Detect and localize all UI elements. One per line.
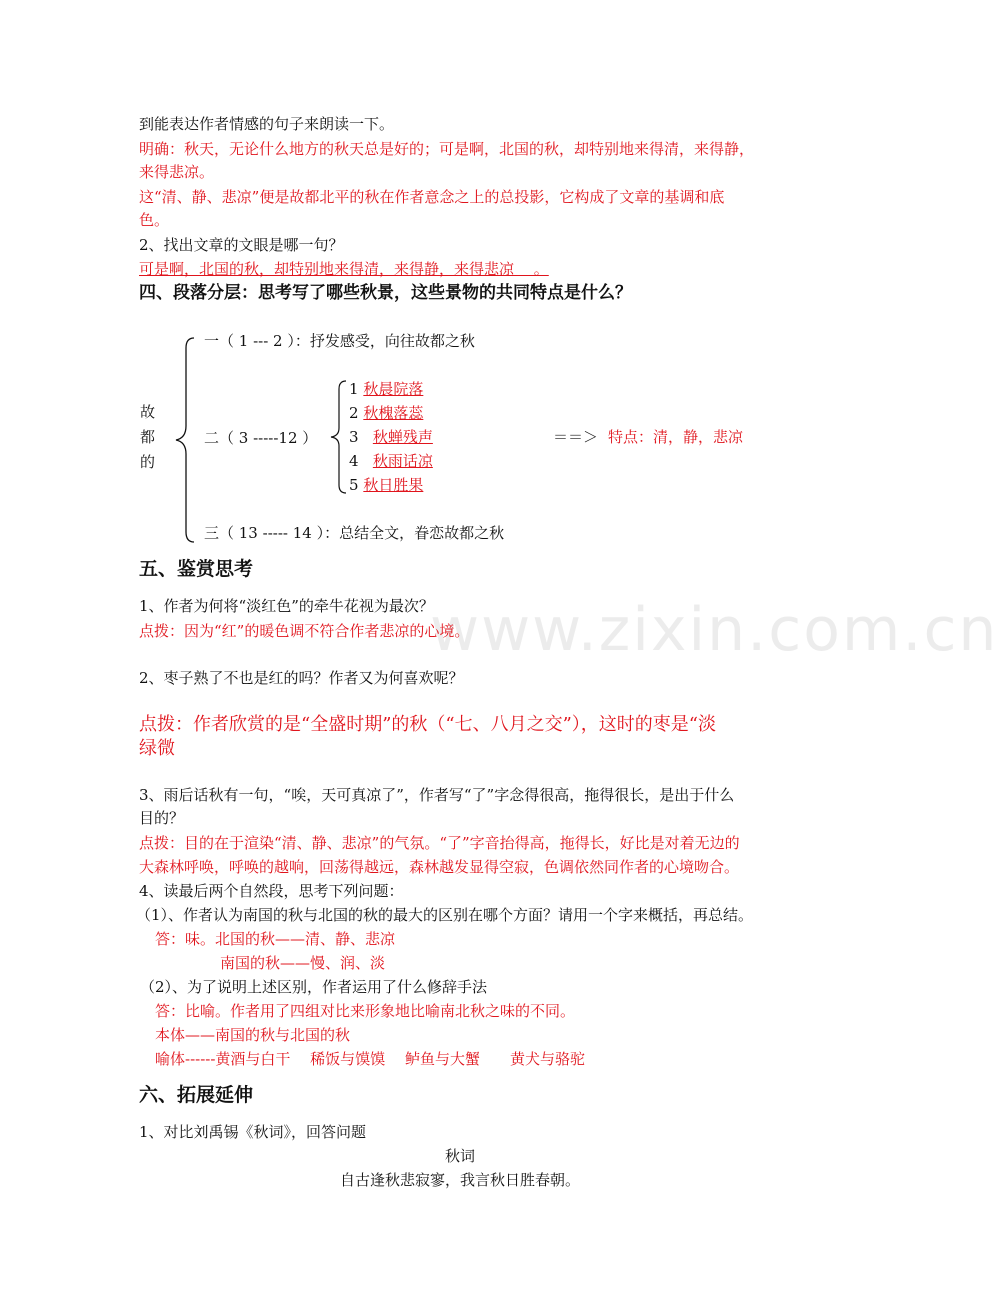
answer-line: 大森林呼唤，呼唤的越响，回荡得越远，森林越发显得空寂，色调依然同作者的心境吻合。 <box>139 858 740 876</box>
part-three: 三（ 13 ----- 14 ）：总结全文，眷恋故都之秋 <box>204 524 505 542</box>
question-line: 目的？ <box>139 809 185 827</box>
answer-line: 可是啊，北国的秋，却特别地来得清，来得静，来得悲凉 。 <box>139 260 549 278</box>
question-line: 1、对比刘禹锡《秋词》，回答问题 <box>139 1123 367 1141</box>
scene-item: 2 秋槐落蕊 <box>349 404 424 422</box>
part-two: 二（ 3 -----12 ） <box>204 429 318 447</box>
arrow: ＝＝＞ <box>553 428 599 446</box>
answer-line: 答：比喻。作者用了四组对比来形象地比喻南北秋之味的不同。 <box>155 1002 576 1020</box>
question-line: （1）、作者认为南国的秋与北国的秋的最大的区别在哪个方面？请用一个字来概括，再总结。 <box>136 906 754 924</box>
big-brace <box>172 334 202 554</box>
answer-line: 绿微 <box>139 738 175 759</box>
question-line: 4、读最后两个自然段，思考下列问题： <box>139 882 404 900</box>
scene-item: 3 秋蝉残声 <box>349 428 433 446</box>
small-brace <box>328 378 350 496</box>
question-line: 1、作者为何将“淡红色”的牵牛花视为最次？ <box>139 597 434 615</box>
question-line: 3、雨后话秋有一句，“唉，天可真凉了”，作者写“了”字念得很高，拖得很长，是出于什么 <box>139 786 735 804</box>
question-line: 2、枣子熟了不也是红的吗？作者又为何喜欢呢？ <box>139 669 464 687</box>
question-line: 2、找出文章的文眼是哪一句？ <box>139 236 344 254</box>
answer-line: 点拨：因为“红”的暖色调不符合作者悲凉的心境。 <box>139 622 470 640</box>
scene-item: 1 秋晨院落 <box>349 380 424 398</box>
question-line: （2）、为了说明上述区别，作者运用了什么修辞手法 <box>140 978 488 996</box>
text-line: 到能表达作者情感的句子来朗读一下。 <box>139 115 395 133</box>
answer-line: 喻体------黄酒与白干 稀饭与馍馍 鲈鱼与大蟹 黄犬与骆驼 <box>155 1050 585 1068</box>
structure-label-char: 故 <box>140 403 156 421</box>
answer-line: 这“清、静、悲凉”便是故都北平的秋在作者意念之上的总投影，它构成了文章的基调和底 <box>139 188 725 206</box>
poem-title: 秋词 <box>444 1147 475 1165</box>
poem-line: 自古逢秋悲寂寥，我言秋日胜春朝。 <box>339 1171 580 1189</box>
section-heading: 四、段落分层：思考写了哪些秋景，这些景物的共同特点是什么？ <box>139 283 632 303</box>
feature-summary: 特点：清，静，悲凉 <box>608 428 744 446</box>
answer-line: 点拨：作者欣赏的是“全盛时期”的秋（“七、八月之交”），这时的枣是“淡 <box>139 714 717 735</box>
answer-line: 南国的秋——慢、润、淡 <box>220 954 386 972</box>
answer-line: 明确：秋天，无论什么地方的秋天总是好的；可是啊，北国的秋，却特别地来得清，来得静， <box>139 140 755 158</box>
scene-item: 4 秋雨话凉 <box>349 452 433 470</box>
structure-label-char: 都 <box>140 428 156 446</box>
answer-line: 点拨：目的在于渲染“清、静、悲凉”的气氛。“了”字音抬得高，拖得长，好比是对着无边的 <box>139 834 740 852</box>
structure-label-char: 的 <box>140 453 156 471</box>
answer-line: 来得悲凉。 <box>139 163 215 181</box>
section-heading: 六、拓展延伸 <box>139 1084 254 1106</box>
part-one: 一（ 1 --- 2 ）：抒发感受，向往故都之秋 <box>204 332 475 350</box>
answer-line: 本体——南国的秋与北国的秋 <box>155 1026 351 1044</box>
scene-item: 5 秋日胜果 <box>349 476 424 494</box>
answer-line: 色。 <box>139 211 170 229</box>
section-heading: 五、鉴赏思考 <box>139 558 254 580</box>
watermark: www.zixin.com.cn <box>430 595 998 665</box>
answer-line: 答：味。北国的秋——清、静、悲凉 <box>155 930 396 948</box>
